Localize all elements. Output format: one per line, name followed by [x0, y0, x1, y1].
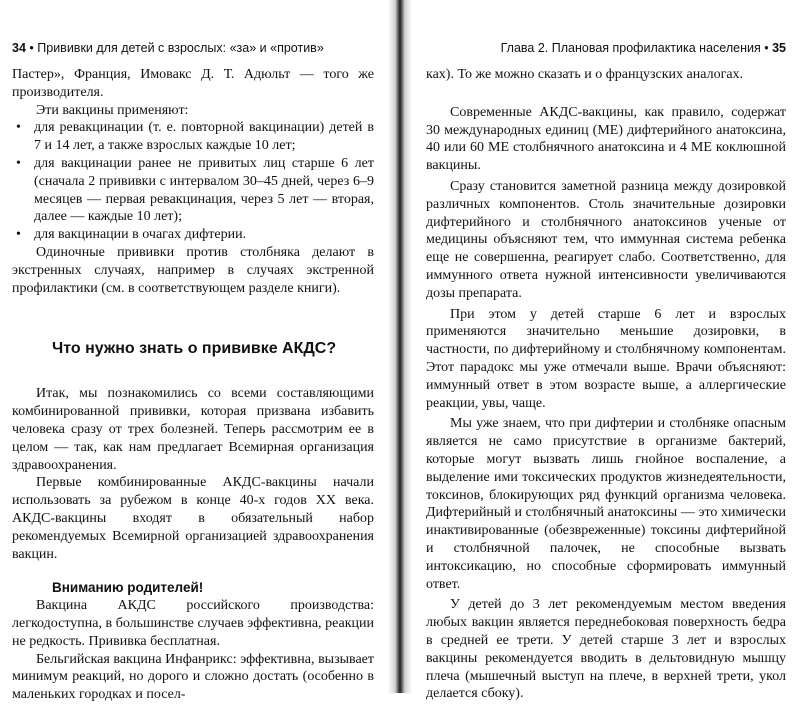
right-page — [404, 0, 800, 702]
list-item-text: для вакцинации в очагах дифтерии. — [34, 227, 247, 243]
paragraph-older-children: При этом у детей старше 6 лет и взрослых применяются значительно меньшие дозировки, в частности, по дифтерийному и столбнячному компонентам. Этот парадокс мы уже отмечали выше. Врачи объясняют: иммунный ответ в этом возрасте выше, а аллергические реакции, увы, чаще. — [426, 306, 786, 411]
left-running-head-title: Прививки для детей с взрослых: «за» и «против» — [37, 41, 324, 55]
left-page — [0, 0, 396, 703]
running-head-separator: • — [764, 41, 769, 55]
list-item-text: для вакцинации ранее не привитых лиц старше 6 лет (сначала 2 прививки с интервалом 30–45 дней, через 6–9 месяцев — первая ревакцинация, через 5 лет — вторая, далее — каждые 10 лет); — [34, 155, 374, 225]
bullet-icon: • — [16, 227, 21, 243]
paragraph-tetanus: Одиночные прививки против столбняка делают в экстренных случаях, например в случаях экстренной профилактики (см. в соответствующем разделе книги). — [12, 244, 374, 296]
paragraph-modern-vaccines: Современные АКДС-вакцины, как правило, содержат 30 международных единиц (МЕ) дифтерийного анатоксина, 40 или 60 МЕ столбнячного анатоксина и 4 МЕ коклюшной вакцины. — [426, 104, 786, 174]
paragraph-intro: Итак, мы познакомились со всеми составляющими комбинированной прививки, которая призвана избавить человека сразу от трех болезней. Теперь рассмотрим ее в целом — так, как нам предлагает Всемирная организация здравоохранения. — [12, 386, 374, 473]
bullet-icon: • — [16, 155, 21, 171]
paragraph-uses: Эти вакцины применяют: — [36, 102, 189, 118]
running-head-separator: • — [29, 41, 34, 55]
paragraph-russian-vaccine: Вакцина АКДС российского производства: легкодоступна, в большинстве случаев эффективна, реакции не редкость. Прививка бесплатная. — [12, 598, 374, 649]
paragraph-belgian-vaccine: Бельгийская вакцина Инфанрикс: эффективна, вызывает минимум реакций, но дорого и сложно достать (особенно в маленьких городках и посел- — [12, 651, 374, 703]
right-page-number: 35 — [772, 41, 786, 55]
bullet-list — [12, 119, 374, 244]
left-page-number: 34 — [12, 41, 26, 55]
paragraph-dose-difference: Сразу становится заметной разница между дозировкой различных компонентов. Столь значительные дозировки дифтерийного и столбнячного анатоксинов ученые от медицины объясняют тем, что иммунная система ребенка еще не совершенна, реагирует слабо. Соответственно, для иммунного ответа нужной интенсивности увеличиваются дозы препарата. — [426, 178, 786, 301]
paragraph-first-vaccines: Первые комбинированные АКДС-вакцины начали использовать за рубежом в конце 40-х годов XX века. АКДС-вакцины входят в обязательный набор рекомендуемых Всемирной организацией здравоохранения вакцин. — [12, 475, 374, 562]
left-running-head — [12, 40, 374, 56]
bullet-icon: • — [16, 120, 21, 136]
list-item-text: для ревакцинации (т. е. повторной вакцинации) детей в 7 и 14 лет, а также взрослых каждые 10 лет; — [34, 120, 374, 154]
paragraph-injection-site: У детей до 3 лет рекомендуемым местом введения любых вакцин является переднебоковая поверхность бедра в средней ее трети. У детей старше 3 лет и взрослых вакцины рекомендуется вводить в дельтовидную мышцу плеча (мышечный выступ на плече, в верхней трети, укол делается сбоку). — [426, 597, 786, 702]
attention-heading: Вниманию родителей! — [52, 580, 204, 596]
list-item — [12, 119, 374, 155]
section-title: Что нужно знать о прививке АКДС? — [52, 340, 337, 358]
paragraph-continuation: ках). То же можно сказать и о французских аналогах. — [426, 67, 744, 82]
paragraph-intro-lines: Пастер», Франция, Имовакс Д. Т. Адюльт — того же производителя. — [12, 67, 374, 100]
list-item — [12, 155, 374, 226]
list-item — [12, 226, 374, 244]
paragraph-toxins: Мы уже знаем, что при дифтерии и столбняке опасным является не само присутствие в организме бактерий, которые могут вызвать лишь гнойное воспаление, а выделение ими токсических продуктов жизнедеятельности, токсинов, блокирующих ряд функций организма человека. Дифтерийный и столбнячный анатоксины — это химически инактивированные (обезвреженные) токсины дифтерийной и столбнячной палочек, не способные вызвать интоксикацию, но способные сформировать иммунный ответ. — [426, 416, 786, 592]
right-running-head-title: Глава 2. Плановая профилактика населения — [500, 41, 761, 55]
right-running-head — [426, 40, 786, 56]
